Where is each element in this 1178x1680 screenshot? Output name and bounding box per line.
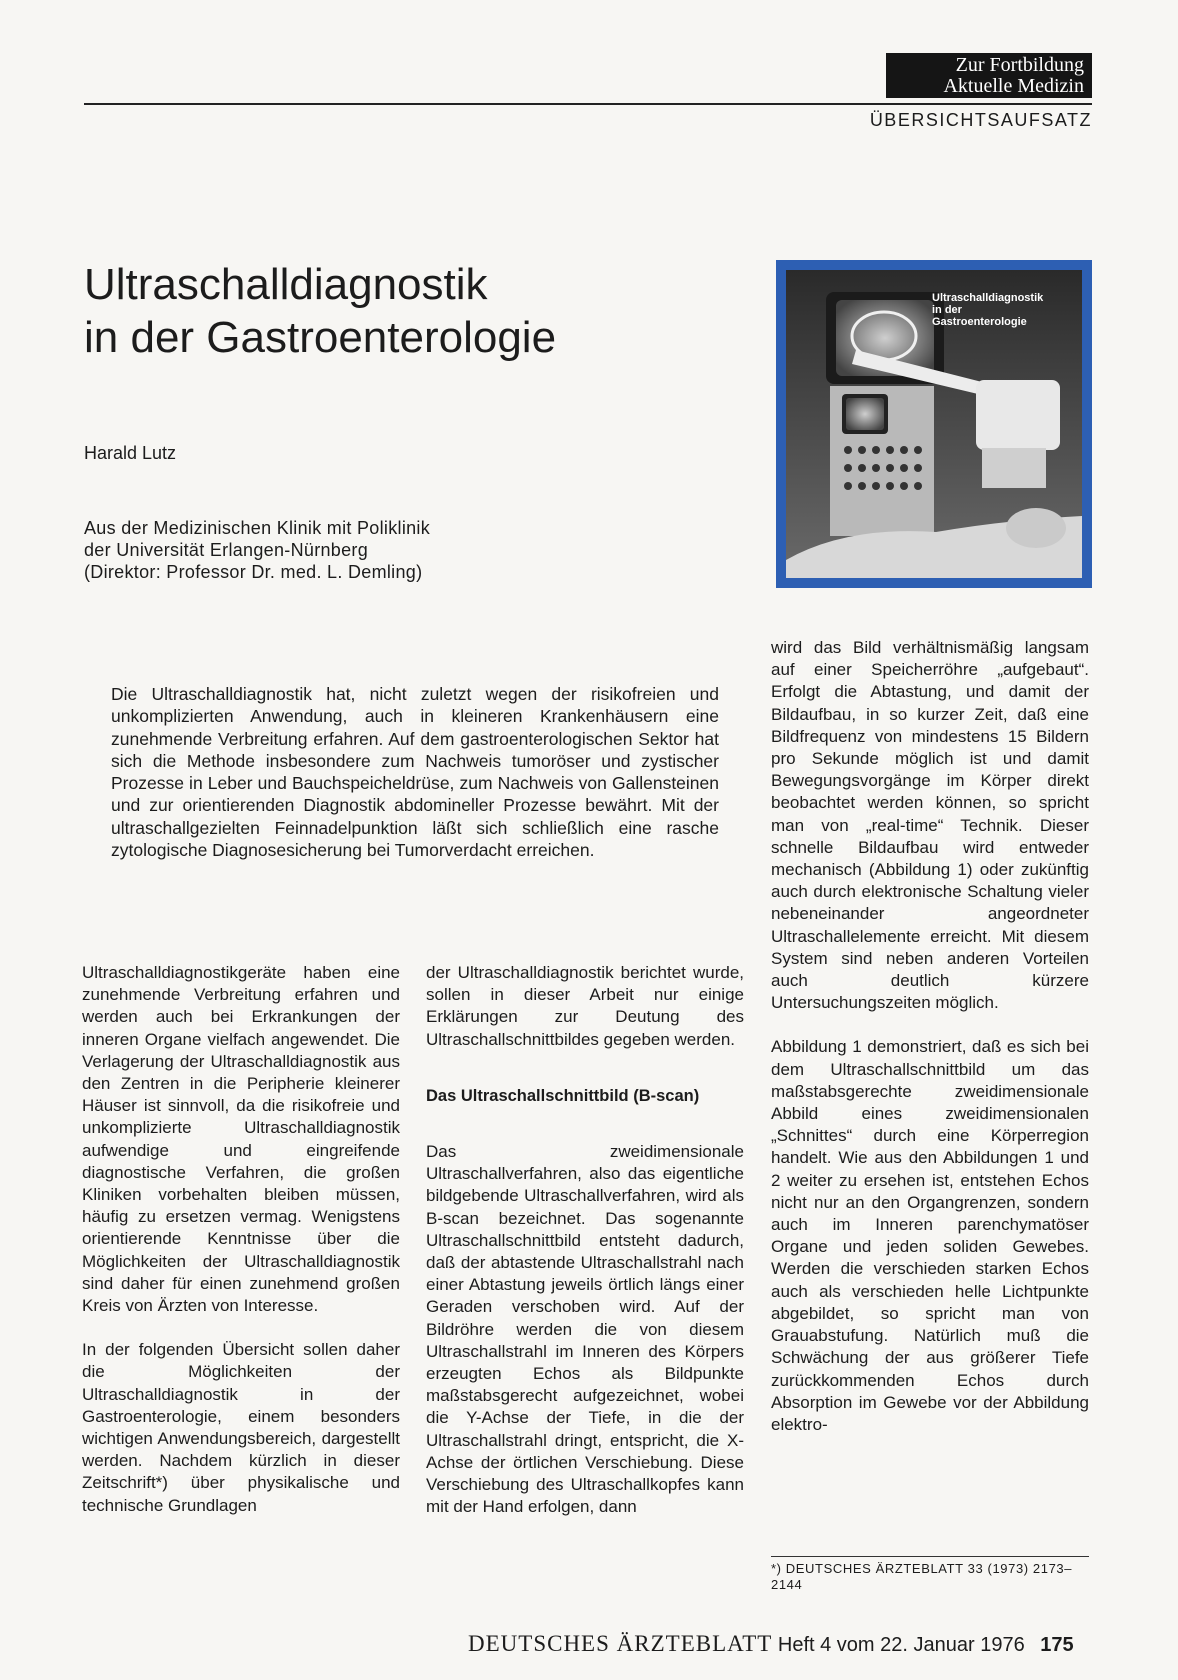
section-label: ÜBERSICHTSAUFSATZ xyxy=(869,110,1092,130)
page-footer xyxy=(468,1631,1074,1657)
author-name: Harald Lutz xyxy=(84,443,177,463)
cover-caption xyxy=(932,292,1072,328)
ultrasound-device-photo xyxy=(786,270,1082,578)
paragraph: der Ultraschalldiagnostik berichtet wurde, sollen in dieser Arbeit nur einige Erklärungen zur Deutung des Ultraschallschnittbildes gegeben werden. xyxy=(426,963,744,1049)
abstract: Die Ultraschalldiagnostik hat, nicht zuletzt wegen der risikofreien und unkomplizierten Anwendung, auch in kleineren Krankenhäusern eine zunehmende Verbreitung erfahren. Auf dem gastroenterologischen Sektor hat sich die Methode insbesondere zum Nachweis tumoröser und zystischer Prozesse in Leber und Bauchspeicheldrüse, zum Nachweis von Gallensteinen und zur orientierenden Diagnostik abdomineller Prozesse bewährt. Mit der ultraschallgezielten Feinnadelpunktion läßt sich schließlich eine rasche zytologische Diagnosesicherung bei Tumorverdacht erreichen. xyxy=(111,684,719,861)
paragraph: Abbildung 1 demonstriert, daß es sich bei dem Ultraschallschnittbild um das maßstabsgerechte zweidimensionale Abbild eines zweidimensionalen „Schnittes“ durch eine Körperregion handelt. Wie aus den Abbildungen 1 und 2 weiter zu ersehen ist, entstehen Echos nicht nur an den Organgrenzen, sondern auch im Inneren parenchymatöser Organe und jeden soliden Gewebes. Werden die verschieden starken Echos auch als verschieden helle Lichtpunkte abgebildet, so spricht man von Grauabstufung. Natürlich muß die Schwächung der aus größerer Tiefe zurückkommenden Echos durch Absorption im Gewebe vor der Abbildung elektro- xyxy=(771,1037,1089,1434)
footnote: *) DEUTSCHES ÄRZTEBLATT 33 (1973) 2173–2144 xyxy=(771,1556,1089,1593)
body-column-3 xyxy=(771,637,1089,1436)
affiliation-line1: Aus der Medizinischen Klinik mit Poliklinik xyxy=(84,518,431,538)
body-column-1 xyxy=(82,962,400,1517)
body-column-2 xyxy=(426,962,744,1518)
paragraph: In der folgenden Übersicht sollen daher die Möglichkeiten der Ultraschalldiagnostik in der Gastroenterologie, einem besonders wichtigen Anwendungsbereich, dargestellt werden. Nachdem kürzlich in dieser Zeitschrift*) über physikalische und technische Grundlagen xyxy=(82,1340,400,1515)
cover-caption-line3: Gastroenterologie xyxy=(932,316,1027,328)
section-heading: Das Ultraschallschnittbild (B-scan) xyxy=(426,1086,700,1105)
paragraph: wird das Bild verhältnismäßig langsam auf einer Speicherröhre „aufgebaut“. Erfolgt die Abtastung, und damit der Bildaufbau, in so kurzer Zeit, daß eine Bildfrequenz von mindestens 15 Bildern pro Sekunde möglich ist und damit Bewegungsvorgänge im Körper direkt beobachtet werden können, so spricht man von „real-time“ Technik. Dieser schnelle Bildaufbau wird entweder mechanisch (Abbildung 1) oder zukünftig auch durch elektronische Schaltung vieler nebeneinander angeordneter Ultraschallelemente erreicht. Mit diesem System sind neben anderen Vorteilen auch deutlich kürzere Untersuchungszeiten möglich. xyxy=(771,638,1089,1013)
header-rule xyxy=(84,103,1092,105)
section-tag-line1: Zur Fortbildung xyxy=(955,54,1084,76)
affiliation-line2: der Universität Erlangen-Nürnberg xyxy=(84,540,369,560)
title-line1: Ultraschalldiagnostik xyxy=(84,260,488,309)
section-tag xyxy=(886,53,1092,98)
page-number: 175 xyxy=(1040,1634,1074,1656)
cover-caption-line1: Ultraschalldiagnostik xyxy=(932,292,1044,304)
cover-image xyxy=(776,260,1092,588)
article-title xyxy=(84,258,704,364)
paragraph: Das zweidimensionale Ultraschallverfahren, also das eigentliche bildgebende Ultraschallverfahren, wird als B-scan bezeichnet. Das sogenannte Ultraschallschnittbild entsteht dadurch, daß der abtastende Ultraschallstrahl nach einer Abtastung jeweils örtlich längs einer Geraden verschoben wird. Auf der Bildröhre werden die von diesem Ultraschallstrahl im Inneren des Körpers erzeugten Echos als Bildpunkte maßstabsgerecht aufgezeichnet, wobei die Y-Achse der Tiefe, in die der Ultraschallstrahl dringt, entspricht, die X-Achse der örtlichen Verschiebung. Diese Verschiebung des Ultraschallkopfes kann mit der Hand erfolgen, dann xyxy=(426,1142,744,1517)
affiliation-line3: (Direktor: Professor Dr. med. L. Demling) xyxy=(84,562,423,582)
title-line2: in der Gastroenterologie xyxy=(84,313,557,362)
cover-caption-line2: in der xyxy=(932,304,962,316)
journal-name: DEUTSCHES ÄRZTEBLATT xyxy=(468,1631,773,1656)
section-tag-line2: Aktuelle Medizin xyxy=(943,75,1084,97)
paragraph: Ultraschalldiagnostikgeräte haben eine zunehmende Verbreitung erfahren und werden auch bei Erkrankungen der inneren Organe vielfach angewendet. Die Verlagerung der Ultraschalldiagnostik aus den Zentren in die Peripherie kleinerer Häuser ist sinnvoll, da die risikofreie und unkomplizierte Ultraschalldiagnostik aufwendige und eingreifende diagnostische Verfahren, die großen Kliniken vorbehalten bleiben müssen, häufig zu ersetzen vermag. Wenigstens orientierende Kenntnisse über die Möglichkeiten der Ultraschalldiagnostik sind daher für einen zunehmend großen Kreis von Ärzten von Interesse. xyxy=(82,963,400,1316)
issue-info: Heft 4 vom 22. Januar 1976 xyxy=(777,1634,1025,1656)
